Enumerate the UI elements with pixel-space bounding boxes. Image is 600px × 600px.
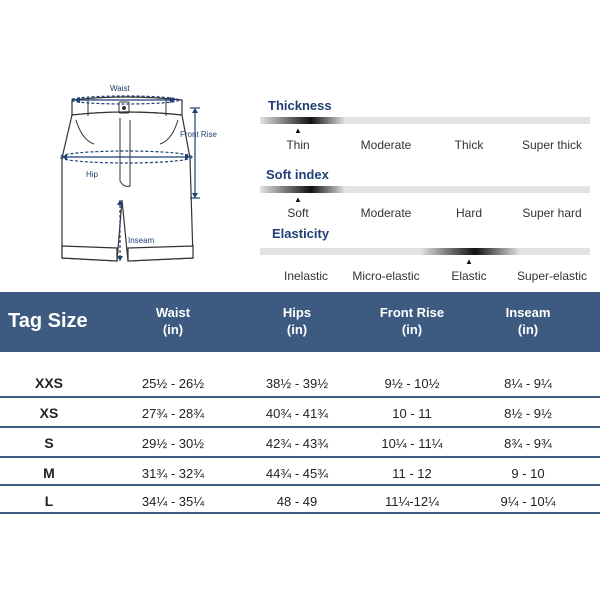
front-rise-cell: 11¼-12¼: [385, 494, 439, 509]
hips-cell: 38½ - 39½: [265, 376, 329, 391]
inseam-cell: 9 - 10: [511, 466, 545, 481]
hips-cell: 40¾ - 41¾: [265, 406, 329, 421]
size-cell: XXS: [34, 375, 64, 391]
hips-cell: 42¾ - 43¾: [265, 436, 329, 451]
inseam-column-unit: (in): [517, 322, 539, 337]
soft-index-track: [260, 186, 590, 193]
waist-cell: 25½ - 26½: [141, 376, 205, 391]
front-rise-label: Front Rise: [180, 130, 217, 139]
hips-cell: 44¾ - 45¾: [265, 466, 329, 481]
soft-index-title: Soft index: [266, 167, 329, 182]
inseam-cell: 8¼ - 9¼: [504, 376, 552, 391]
elasticity-title: Elasticity: [272, 226, 330, 241]
hips-column-unit: (in): [286, 322, 308, 337]
thickness-highlight: [260, 117, 345, 124]
inseam-label: Inseam: [128, 236, 155, 245]
inseam-cell: 8¾ - 9¾: [504, 436, 552, 451]
front-rise-cell: 10 - 11: [392, 406, 432, 421]
elasticity-option-inelastic: Inelastic: [283, 269, 329, 283]
table-row: [0, 398, 600, 428]
front-rise-column-header: [357, 304, 467, 338]
soft-index-option-soft: Soft: [287, 206, 309, 220]
table-row: [0, 428, 600, 458]
thickness-option-moderate: Moderate: [360, 138, 412, 152]
soft-index-option-moderate: Moderate: [360, 206, 412, 220]
thickness-option-thick: Thick: [454, 138, 484, 152]
size-cell: L: [44, 493, 54, 509]
hip-label: Hip: [86, 170, 99, 179]
soft-index-option-super-hard: Super hard: [522, 206, 582, 220]
size-cell: S: [44, 435, 54, 451]
inseam-column-name: Inseam: [505, 305, 551, 320]
inseam-column-header: [473, 304, 583, 338]
hips-column-name: Hips: [282, 305, 312, 320]
front-rise-column-unit: (in): [401, 322, 423, 337]
elasticity-track: [260, 248, 590, 255]
waist-cell: 31¾ - 32¾: [141, 466, 205, 481]
soft-index-option-hard: Hard: [455, 206, 483, 220]
elasticity-option-elastic: Elastic: [451, 269, 487, 283]
waist-cell: 29½ - 30½: [141, 436, 205, 451]
front-rise-cell: 10¼ - 11¼: [381, 436, 443, 451]
size-cell: XS: [39, 405, 59, 421]
front-rise-column-name: Front Rise: [379, 305, 445, 320]
front-rise-cell: 9½ - 10½: [384, 376, 440, 391]
waist-cell: 27¾ - 28¾: [141, 406, 205, 421]
waist-column-unit: (in): [162, 322, 184, 337]
waist-label: Waist: [110, 84, 130, 93]
waist-cell: 34¼ - 35¼: [141, 494, 205, 509]
thickness-option-super-thick: Super thick: [521, 138, 583, 152]
inseam-cell: 8½ - 9½: [504, 406, 552, 421]
size-cell: M: [43, 465, 55, 481]
size-table-header: [0, 292, 600, 352]
shorts-measurement-diagram: [40, 78, 245, 278]
thickness-track: [260, 117, 590, 124]
elasticity-highlight: [420, 248, 520, 255]
waist-column-name: Waist: [155, 305, 191, 320]
elasticity-option-micro-elastic: Micro-elastic: [352, 269, 420, 283]
soft-index-selected-marker: ▲: [294, 195, 302, 204]
hips-cell: 48 - 49: [276, 494, 318, 509]
waist-column-header: [118, 304, 228, 338]
table-row: [0, 368, 600, 398]
thickness-selected-marker: ▲: [294, 126, 302, 135]
shorts-illustration: [40, 78, 245, 278]
inseam-cell: 9¼ - 10¼: [500, 494, 556, 509]
hips-column-header: [242, 304, 352, 338]
elasticity-option-super-elastic: Super-elastic: [516, 269, 588, 283]
tag-size-header: Tag Size: [8, 310, 88, 332]
elasticity-selected-marker: ▲: [465, 257, 473, 266]
soft-index-highlight: [260, 186, 345, 193]
waist-button: [122, 106, 126, 110]
thickness-option-thin: Thin: [286, 138, 310, 152]
front-rise-cell: 11 - 12: [392, 466, 432, 481]
thickness-title: Thickness: [268, 98, 332, 113]
row-divider: [0, 512, 600, 514]
